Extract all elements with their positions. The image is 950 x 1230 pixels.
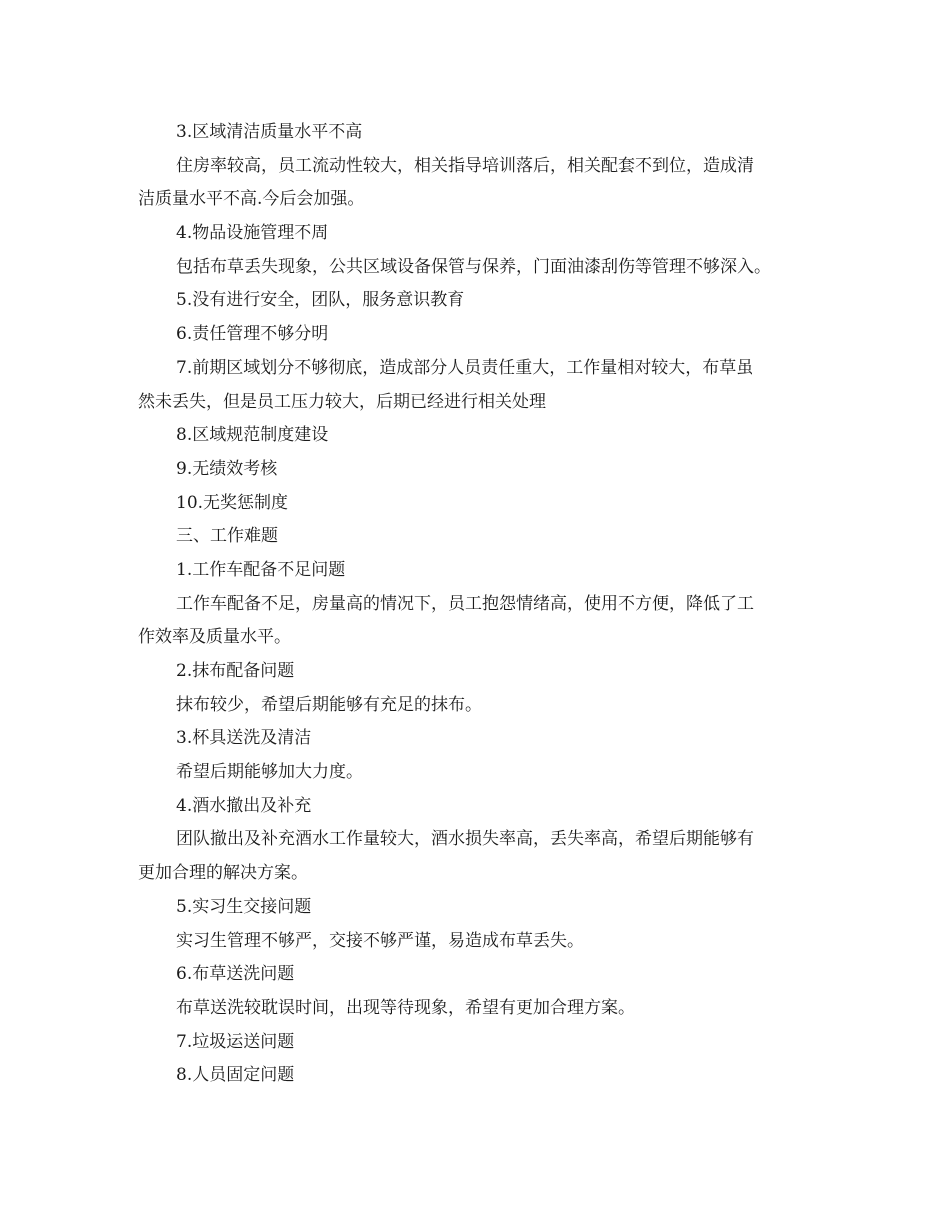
section-heading: 三、工作难题	[176, 526, 278, 547]
text-line: 更加合理的解决方案。	[138, 863, 308, 884]
text-line: 10.无奖惩制度	[176, 492, 289, 513]
text-line: 实习生管理不够严，交接不够严谨，易造成布草丢失。	[176, 930, 584, 951]
text-line: 4.物品设施管理不周	[176, 223, 329, 244]
document-body	[138, 116, 818, 1093]
text-line: 8.区域规范制度建设	[176, 425, 329, 446]
text-line: 6.布草送洗问题	[176, 964, 295, 985]
text-line: 然未丢失，但是员工压力较大，后期已经进行相关处理	[138, 391, 546, 412]
text-line: 2.抹布配备问题	[176, 661, 295, 681]
text-line: 5.实习生交接问题	[176, 896, 312, 917]
text-line: 4.酒水撤出及补充	[176, 795, 312, 816]
text-line: 团队撤出及补充酒水工作量较大，酒水损失率高，丢失率高，希望后期能够有	[176, 829, 754, 850]
text-line: 3.区域清洁质量水平不高	[176, 122, 363, 142]
text-line: 7.前期区域划分不够彻底，造成部分人员责任重大，工作量相对较大，布草虽	[176, 357, 754, 378]
text-line: 抹布较少，希望后期能够有充足的抹布。	[176, 694, 482, 715]
text-line: 住房率较高，员工流动性较大，相关指导培训落后，相关配套不到位，造成清	[176, 155, 754, 176]
text-line: 7.垃圾运送问题	[176, 1031, 295, 1052]
text-line: 包括布草丢失现象，公共区域设备保管与保养，门面油漆刮伤等管理不够深入。	[176, 256, 771, 277]
text-line: 9.无绩效考核	[176, 458, 278, 479]
text-line: 布草送洗较耽误时间，出现等待现象，希望有更加合理方案。	[176, 997, 635, 1018]
text-line: 希望后期能够加大力度。	[176, 762, 363, 783]
text-line: 5.没有进行安全，团队，服务意识教育	[176, 290, 465, 311]
text-line: 8.人员固定问题	[176, 1065, 295, 1086]
text-line: 作效率及质量水平。	[138, 627, 291, 648]
text-line: 洁质量水平不高.今后会加强。	[138, 189, 365, 210]
text-line: 工作车配备不足，房量高的情况下，员工抱怨情绪高，使用不方便，降低了工	[176, 593, 754, 614]
text-line: 6.责任管理不够分明	[176, 324, 329, 345]
text-line: 1.工作车配备不足问题	[176, 559, 346, 580]
text-line: 3.杯具送洗及清洁	[176, 728, 312, 749]
